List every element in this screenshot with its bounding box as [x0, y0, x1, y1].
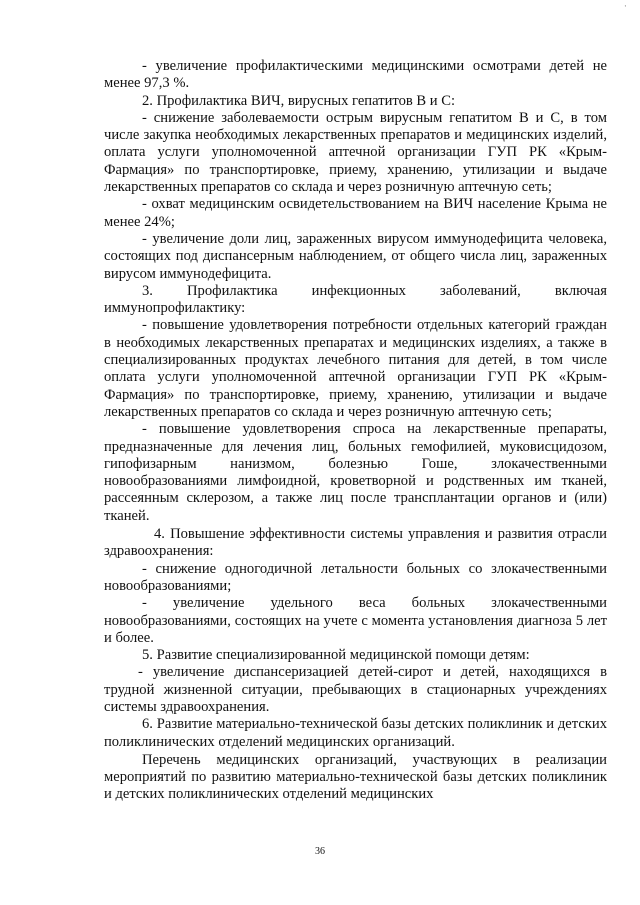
section-5-heading: 5. Развитие специализированной медицинской помощи детям: — [142, 647, 530, 664]
corner-mark: ' — [624, 4, 626, 13]
bullet-hiv-screening: - охват медицинским освидетельствованием на ВИЧ население Крыма не менее 24%; — [104, 196, 607, 230]
document-body — [104, 58, 607, 804]
bullet-cancer-registry: - увеличение удельного веса больных злокачественными новообразованиями, состоящих на учете с момента установления диагноза 5 лет и более. — [104, 595, 607, 646]
page-number: 36 — [315, 846, 325, 857]
section-4-heading: 4. Повышение эффективности системы управления и развития отрасли здравоохранения: — [104, 526, 607, 560]
bullet-medical-checkups: - увеличение профилактическими медицинскими осмотрами детей не менее 97,3 %. — [104, 58, 607, 92]
section-3-heading: 3. Профилактика инфекционных заболеваний, включая иммунопрофилактику: — [104, 282, 607, 317]
bullet-hiv-dispensary: - увеличение доли лиц, зараженных вирусом иммунодефицита человека, состоящих под диспансерным наблюдением, от общего числа лиц, зараженных вирусом иммунодефицита. — [104, 230, 607, 282]
section-6-heading: 6. Развитие материально-технической базы детских поликлиник и детских поликлинических отделений медицинских организаций. — [104, 716, 607, 750]
bullet-hepatitis-reduction: - снижение заболеваемости острым вирусным гепатитом В и С, в том числе закупка необходимых лекарственных препаратов и медицинских изделий, оплата услуги уполномоченной аптечной организации ГУП РК «Крым-Фармация» по транспортировке, приему, хранению, утилизации и выдаче лекарственных препаратов со склада и через розничную аптечную сеть; — [104, 109, 607, 196]
organizations-list-intro: Перечень медицинских организаций, участвующих в реализации мероприятий по развитию материально-технической базы детских поликлиник и детских поликлинических отделений медицинских — [104, 751, 607, 803]
bullet-orphan-screening: - увеличение диспансеризацией детей-сирот и детей, находящихся в трудной жизненной ситуации, пребывающих в стационарных учреждениях системы здравоохранения. — [104, 664, 607, 715]
section-2-heading: 2. Профилактика ВИЧ, вирусных гепатитов В и С: — [142, 92, 456, 109]
bullet-drug-demand: - повышение удовлетворения спроса на лекарственные препараты, предназначенные для лечения лиц, больных гемофилией, муковисцидозом, гипофизарным нанизмом, болезнью Гоше, злокачественными новообразованиями лимфоидной, кроветворной и родственных им тканей, рассеянным склерозом, а также лиц после трансплантации органов и (или) тканей. — [104, 421, 607, 524]
bullet-cancer-mortality: - снижение одногодичной летальности больных со злокачественными новообразованиями; — [104, 560, 607, 594]
bullet-drug-supply: - повышение удовлетворения потребности отдельных категорий граждан в необходимых лекарственных препаратах и медицинских изделиях, а также в специализированных продуктах лечебного питания для детей, в том числе оплата услуги уполномоченной аптечной организации ГУП РК «Крым-Фармация» по транспортировке, приему, хранению, утилизации и выдаче лекарственных препаратов со склада и через розничную аптечную сеть; — [104, 317, 607, 420]
